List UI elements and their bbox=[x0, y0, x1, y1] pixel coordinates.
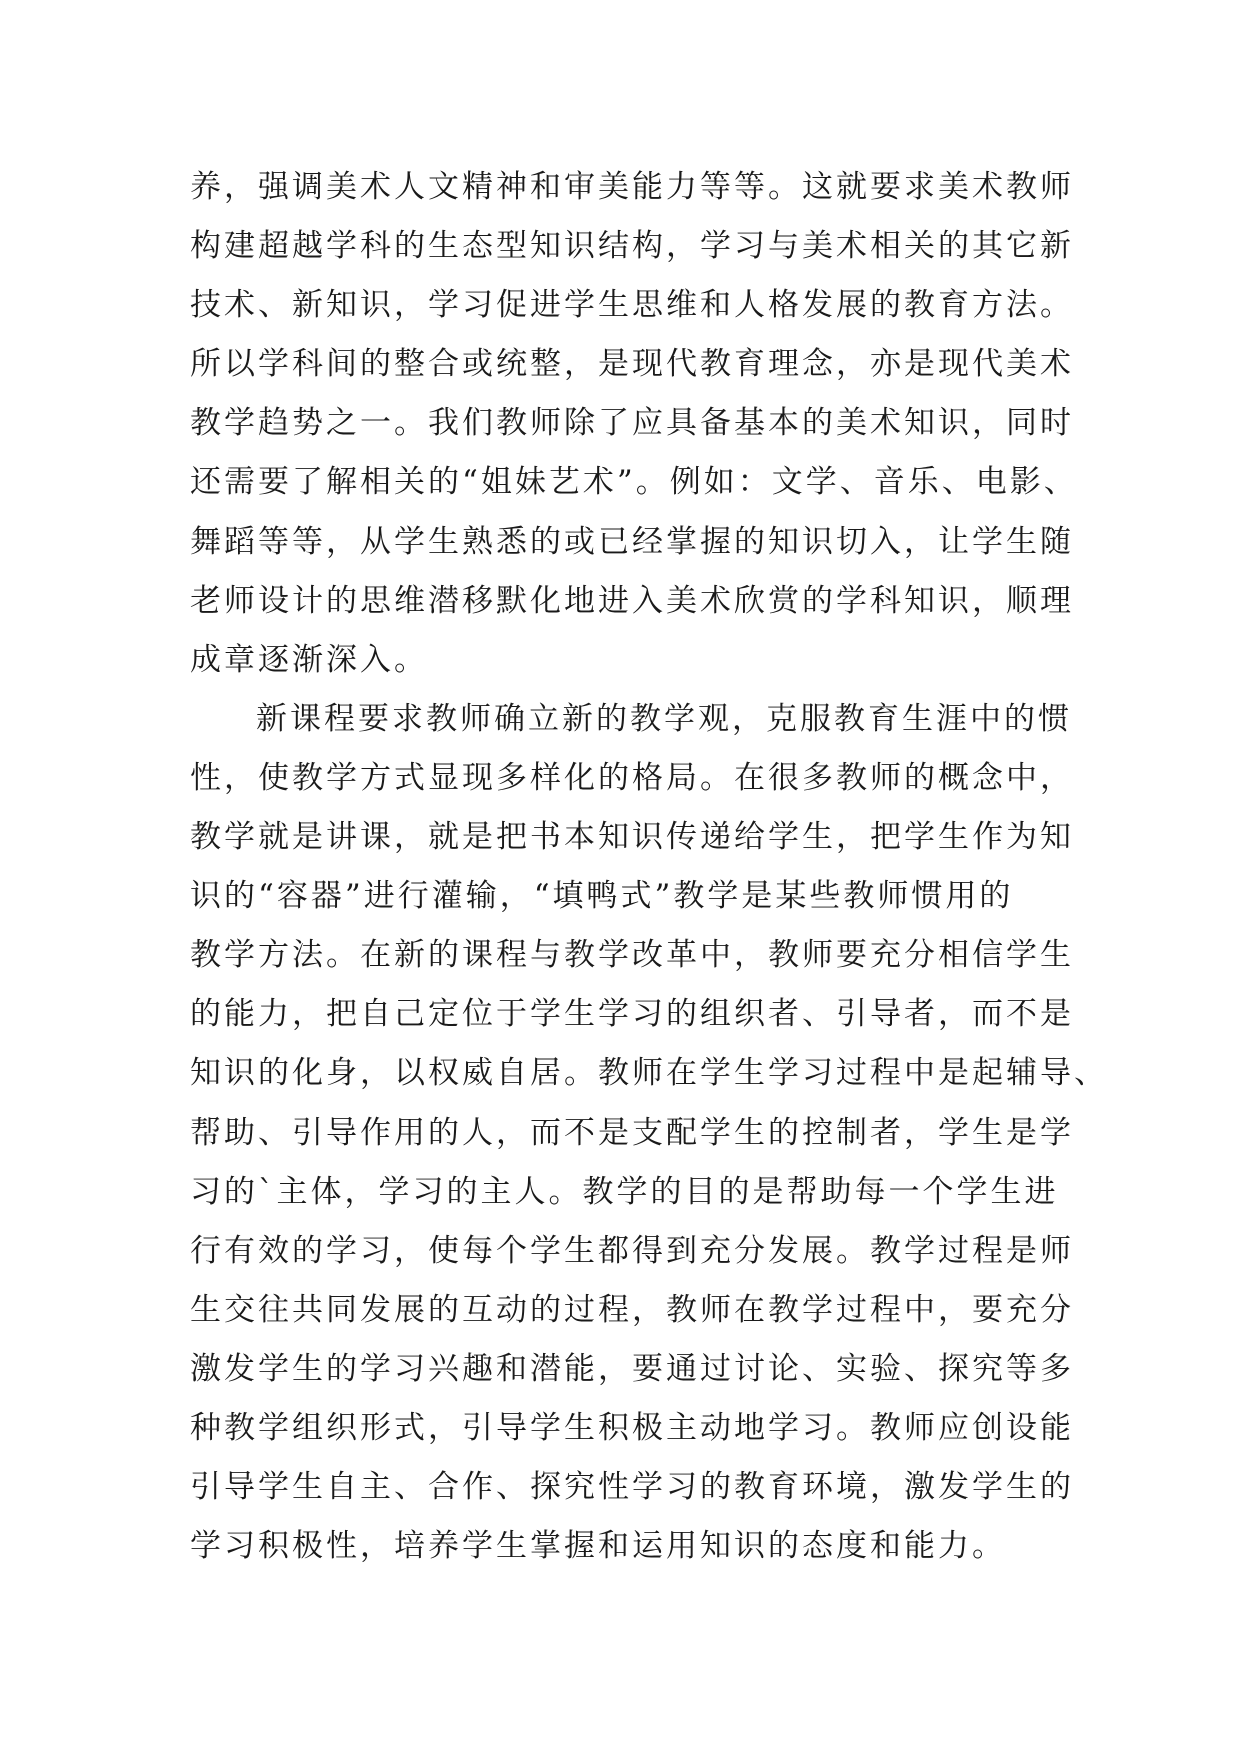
text-line: 所以学科间的整合或统整，是现代教育理念，亦是现代美术 bbox=[190, 346, 1074, 383]
text-line: 老师设计的思维潜移默化地进入美术欣赏的学科知识，顺理 bbox=[190, 582, 1074, 619]
text-line: 还需要了解相关的“姐妹艺术”。例如：文学、音乐、电影、 bbox=[190, 464, 1078, 501]
text-line: 成章逐渐深入。 bbox=[190, 641, 428, 678]
text-line: 教学就是讲课，就是把书本知识传递给学生，把学生作为知 bbox=[190, 819, 1074, 856]
text-line: 构建超越学科的生态型知识结构，学习与美术相关的其它新 bbox=[190, 228, 1074, 265]
text-line: 技术、新知识，学习促进学生思维和人格发展的教育方法。 bbox=[190, 287, 1074, 324]
text-line: 舞蹈等等，从学生熟悉的或已经掌握的知识切入，让学生随 bbox=[190, 523, 1074, 560]
text-line: 学习积极性，培养学生掌握和运用知识的态度和能力。 bbox=[190, 1528, 1006, 1565]
text-line: 知识的化身，以权威自居。教师在学生学习过程中是起辅导、 bbox=[190, 1055, 1108, 1092]
text-line: 引导学生自主、合作、探究性学习的教育环境，激发学生的 bbox=[190, 1469, 1074, 1506]
text-line: 教学趋势之一。我们教师除了应具备基本的美术知识，同时 bbox=[190, 405, 1074, 442]
paragraph-1 bbox=[190, 158, 1078, 690]
text-line: 教学方法。在新的课程与教学改革中，教师要充分相信学生 bbox=[190, 937, 1074, 974]
text-line: 的能力，把自己定位于学生学习的组织者、引导者，而不是 bbox=[190, 996, 1074, 1033]
text-line: 识的“容器”进行灌输，“填鸭式”教学是某些教师惯用的 bbox=[190, 878, 1014, 915]
text-line: 性，使教学方式显现多样化的格局。在很多教师的概念中， bbox=[190, 759, 1074, 796]
text-line: 种教学组织形式，引导学生积极主动地学习。教师应创设能 bbox=[190, 1409, 1074, 1446]
text-line: 行有效的学习，使每个学生都得到充分发展。教学过程是师 bbox=[190, 1232, 1074, 1269]
text-line: 生交往共同发展的互动的过程，教师在教学过程中，要充分 bbox=[190, 1291, 1074, 1328]
text-line: 帮助、引导作用的人，而不是支配学生的控制者，学生是学 bbox=[190, 1114, 1074, 1151]
text-line-indented: 新课程要求教师确立新的教学观，克服教育生涯中的惯 bbox=[256, 700, 1072, 737]
text-line: 习的`主体，学习的主人。教学的目的是帮助每一个学生进 bbox=[190, 1173, 1059, 1210]
body-text bbox=[190, 158, 1108, 1576]
text-line: 激发学生的学习兴趣和潜能，要通过讨论、实验、探究等多 bbox=[190, 1350, 1074, 1387]
text-line: 养，强调美术人文精神和审美能力等等。这就要求美术教师 bbox=[190, 169, 1074, 205]
paragraph-2 bbox=[190, 690, 1108, 1576]
